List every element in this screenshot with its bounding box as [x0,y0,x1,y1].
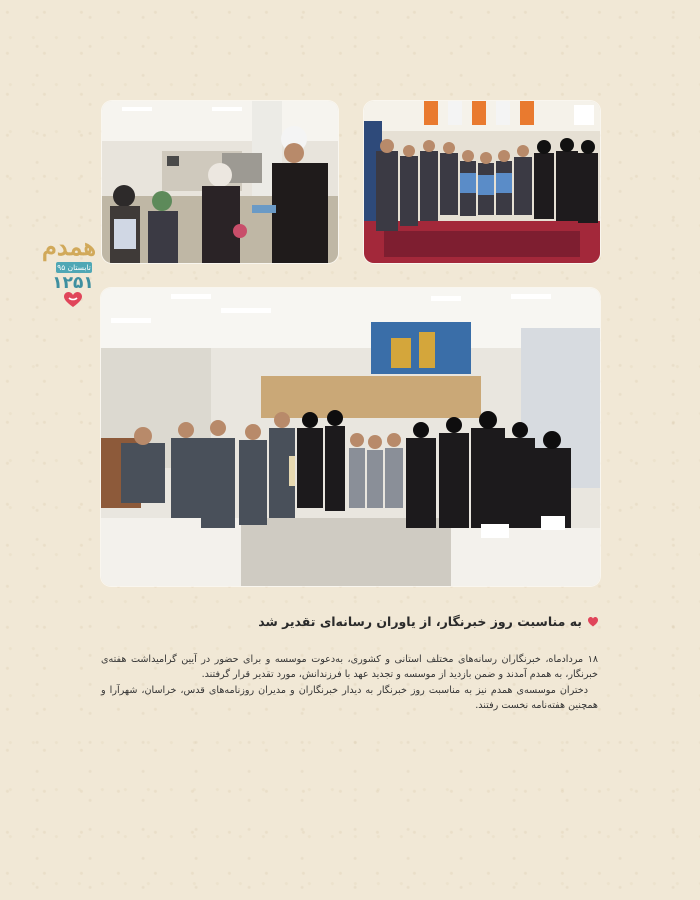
photo-group-carpet-room [364,101,600,263]
page-number: ۱۲۵۱ [52,273,94,293]
article-paragraph-1: ۱۸ مردادماه، خبرنگاران رسانه‌های مختلف استانی و کشوری، به‌دعوت موسسه و برای حضور در آیین گرامیداشت هفته‌ی خبرنگار، به همدم آمدند و ضمن بازدید از موسسه و تجدید عهد با فرزندانش، مورد تقدیر قرار گرفتند. [101,654,598,681]
photo-cleric-presenting-gift [102,101,338,263]
issue-season: تابستان ۹۵ [57,263,91,272]
article-headline [138,614,598,629]
article-body [101,652,598,714]
photo-main-group-office [101,288,600,586]
magazine-logo [42,232,96,310]
heart-logo-icon [64,292,82,308]
logo-wordmark: همدم [42,232,96,261]
heart-bullet-icon [588,617,598,627]
headline-text: به مناسبت روز خبرنگار، از یاوران رسانه‌ای تقدیر شد [258,614,582,629]
article-paragraph-2: دختران موسسه‌ی همدم نیز به مناسبت روز خبرنگار به دیدار خبرنگاران و مدیران روزنامه‌های قدس، خراسان، شهرآرا و همچنین هفته‌نامه نخست رفتند. [101,684,598,712]
